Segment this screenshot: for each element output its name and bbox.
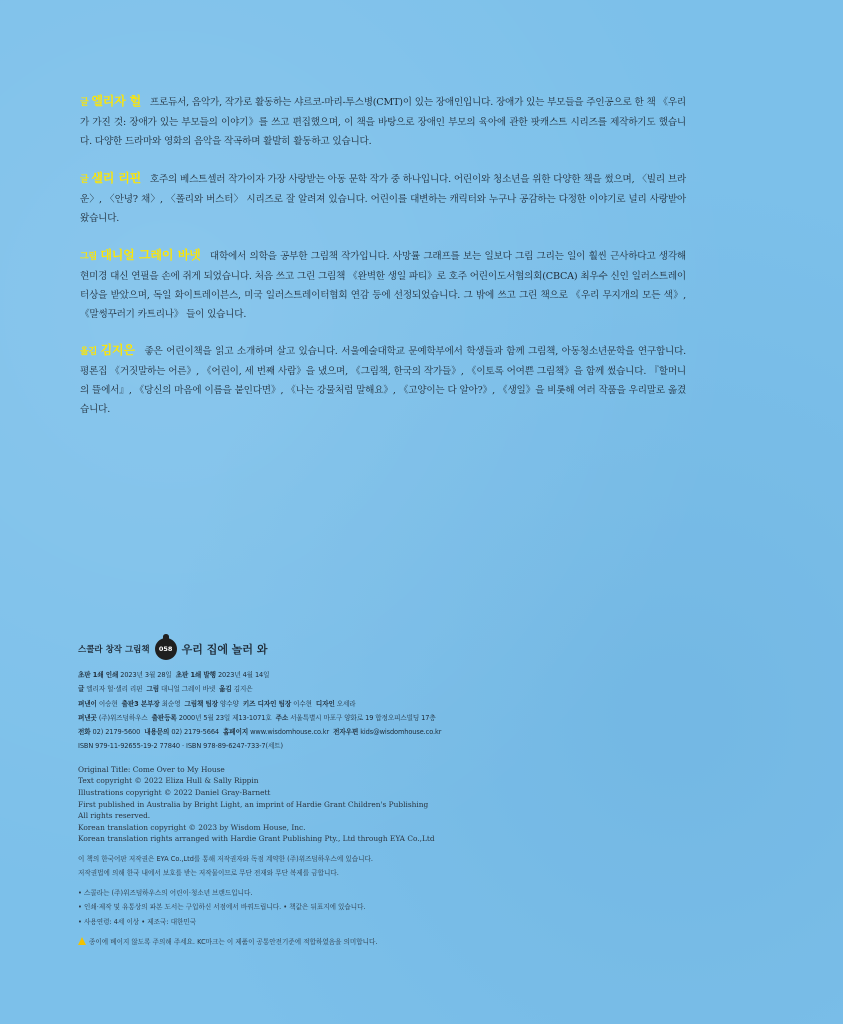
- rights-line: Original Title: Come Over to My House: [78, 764, 225, 774]
- bio-illustrator-daniel-gray-barnett: [80, 246, 686, 324]
- credit-item: [78, 742, 283, 750]
- credit-item: [243, 700, 312, 708]
- credit-key: 전자우편: [333, 728, 359, 737]
- rights-line: Text copyright © 2022 Eliza Hull & Sally Rippin: [78, 776, 259, 786]
- credit-key: 출판3 본부장: [121, 699, 160, 708]
- credits-row: [78, 682, 598, 696]
- credits-row: [78, 668, 598, 682]
- credit-key: 초판 1쇄 발행: [175, 671, 216, 679]
- notice-line: 이 책의 한국어판 저작권은 EYA Co.,Ltd를 통해 저작권자와 독점 계약한 (주)위즈덤하우스에 있습니다.: [78, 854, 373, 863]
- credit-key: 그림책 팀장: [184, 699, 219, 708]
- bio-role: 글: [80, 175, 89, 185]
- credit-key: 그림: [146, 685, 159, 694]
- bio-text: 대학에서 의학을 공부한 그림책 작가입니다. 사망률 그래프를 보는 일보다 그림 그리는 일이 훨씬 근사하다고 생각해 현미경 대신 연필을 손에 쥐게 되었습니다. 처음 쓰고 그린 그림책 《완벽한 생일 파티》로 호주 어린이도서협의회(CBCA) 최우수 신인 일러스트레이터상을 받았으며, 독일 화이트레이븐스, 미국 일러스트레이터협회 연감 등에 선정되었습니다. 그 밖에 쓰고 그린 책으로 《우리 무지개의 모든 색》, 《말썽꾸러기 카트리나》 들이 있습니다.: [80, 251, 686, 320]
- credit-value: www.wisdomhouse.co.kr: [250, 728, 330, 737]
- rights-line: Illustrations copyright © 2022 Daniel Gray-Barnett: [78, 787, 271, 797]
- bio-name: 엘리자 헐: [91, 94, 141, 108]
- credit-value: 02) 2179-5664: [171, 728, 220, 737]
- bio-role: 글: [80, 98, 89, 108]
- rights-line: First published in Australia by Bright Light, an imprint of Hardie Grant Children's Publishing: [78, 799, 429, 809]
- credit-key: 펴낸이: [78, 699, 97, 708]
- bio-text: 호주의 베스트셀러 작가이자 가장 사랑받는 아동 문학 작가 중 하나입니다. 어린이와 청소년을 위한 다양한 책을 썼으며, 〈빌리 브라운〉, 〈안녕? 채〉, 〈폴리와 버스터〉 시리즈로 잘 알려져 있습니다. 어린이를 대변하는 캐릭터와 누구나 공감하는 다정한 이야기로 널리 사랑받아 왔습니다.: [80, 174, 686, 224]
- credit-value: 이수현: [293, 699, 312, 708]
- note-line: • 스콜라는 (주)위즈덤하우스의 어린이·청소년 브랜드입니다.: [78, 889, 253, 898]
- credit-value: 최순영: [161, 699, 181, 708]
- credit-key: 내용문의: [144, 728, 170, 737]
- credits-row: [78, 739, 598, 753]
- credit-item: [78, 700, 118, 708]
- credits-row: [78, 711, 598, 725]
- credits-row: [78, 725, 598, 739]
- credit-key: 출판등록: [151, 713, 177, 722]
- apple-badge-icon: [155, 638, 177, 660]
- notes-block: [78, 886, 598, 929]
- credit-value: 김지은: [233, 685, 253, 694]
- credits-block: [78, 668, 598, 754]
- credit-value: 2023년 4월 14일: [217, 671, 270, 679]
- series-title-line: [78, 638, 598, 660]
- credit-item: [152, 714, 272, 722]
- bio-author-eliza-hull: [80, 92, 686, 151]
- credit-key: 디자인: [315, 699, 335, 708]
- note-line: • 사용연령: 4세 이상 • 제조국: 대한민국: [78, 917, 197, 926]
- credit-key: 홈페이지: [223, 728, 249, 737]
- credit-item: [144, 728, 219, 736]
- credit-value: 02) 2179-5600: [92, 728, 141, 737]
- credit-item: [78, 685, 142, 693]
- credit-item: [78, 671, 172, 679]
- rights-line: All rights reserved.: [78, 811, 151, 821]
- warning-triangle-icon: [78, 937, 86, 945]
- credit-item: [219, 685, 252, 693]
- credit-value: kids@wisdomhouse.co.kr: [360, 728, 442, 737]
- credit-item: [176, 671, 270, 679]
- rights-block: [78, 764, 598, 845]
- notice-line: 저작권법에 의해 한국 내에서 보호를 받는 저작물이므로 무단 전재와 무단 복제를 금합니다.: [78, 868, 339, 877]
- series-number: 058: [158, 645, 173, 653]
- warning-text: 종이에 베이지 않도록 주의해 주세요. KC마크는 이 제품이 공통안전기준에 적합하였음을 의미합니다.: [89, 938, 378, 947]
- credit-key: 글: [78, 685, 85, 694]
- safety-warning: [78, 935, 598, 949]
- credit-item: [184, 700, 238, 708]
- colophon: [78, 638, 598, 949]
- credit-item: [146, 685, 215, 693]
- series-name: 스콜라 창작 그림책: [78, 645, 150, 655]
- book-title: 우리 집에 놀러 와: [181, 643, 268, 656]
- credit-value: (주)위즈덤하우스: [98, 713, 148, 722]
- note-line: • 인쇄·제작 및 유통상의 파본 도서는 구입하신 서점에서 바꿔드립니다. • 책값은 뒤표지에 있습니다.: [78, 903, 366, 912]
- bio-text: 좋은 어린이책을 읽고 소개하며 살고 있습니다. 서울예술대학교 문예학부에서 학생들과 함께 그림책, 아동청소년문학을 연구합니다. 평론집 《거짓말하는 어른》, 《어린이, 세 번째 사람》을 냈으며, 《그림책, 한국의 작가들》, 《이토록 어여쁜 그림책》을 함께 썼습니다. 『할머니의 뜰에서』, 《당신의 마음에 이름을 붙인다면》, 《나는 강물처럼 말해요》, 《고양이는 다 알아?》, 《생일》을 비롯해 여러 작품을 우리말로 옮겼습니다.: [80, 346, 687, 415]
- credit-value: 대니얼 그레이 바넷: [160, 685, 216, 694]
- credit-item: [78, 728, 140, 736]
- credit-key: 주소: [275, 713, 289, 722]
- credit-item: [78, 714, 148, 722]
- credit-value: ISBN 979-11-92655-19-2 77840 · ISBN 978-89-6247-733-7(세트): [78, 742, 284, 751]
- credit-value: 2000년 5월 23일 제13-1071호: [178, 713, 272, 722]
- rights-line: Korean translation copyright © 2023 by Wisdom House, Inc.: [78, 822, 306, 832]
- credit-value: 이승현: [98, 699, 118, 708]
- bio-text: 프로듀서, 음악가, 작가로 활동하는 샤르코-마리-투스병(CMT)이 있는 장애인입니다. 장애가 있는 부모들을 주인공으로 한 책 《우리가 가진 것: 장애가 있는 부모들의 이야기》를 쓰고 편집했으며, 이 책을 바탕으로 장애인 부모의 육아에 관한 팟캐스트 시리즈를 제작하기도 했습니다. 다양한 드라마와 영화의 음악을 작곡하며 활발히 활동하고 있습니다.: [80, 97, 686, 147]
- credit-key: 옮김: [219, 685, 232, 694]
- credit-item: [223, 728, 329, 736]
- credit-value: 양수양: [220, 699, 239, 708]
- bio-author-sally-rippin: [80, 169, 686, 228]
- bio-name: 샐리 리핀: [91, 171, 142, 185]
- rights-line: Korean translation rights arranged with Hardie Grant Publishing Pty., Ltd through EYA Co.,Ltd: [78, 834, 435, 844]
- credits-row: [78, 697, 598, 711]
- credit-item: [333, 728, 441, 736]
- credit-item: [276, 714, 436, 722]
- credit-key: 키즈 디자인 팀장: [242, 699, 292, 708]
- credit-key: 펴낸곳: [78, 713, 97, 722]
- bio-role: 옮김: [80, 347, 97, 357]
- copyright-notice: [78, 853, 598, 880]
- credit-key: 전화: [78, 728, 91, 737]
- bio-name: 김지은: [100, 343, 135, 357]
- credit-value: 오세라: [336, 699, 356, 708]
- bio-translator-kim-jieun: [80, 341, 686, 419]
- bio-name: 대니얼 그레이 바넷: [100, 248, 201, 262]
- credit-item: [316, 700, 356, 708]
- credit-item: [122, 700, 181, 708]
- credit-value: 엘리자 헐·샐리 리핀: [86, 685, 143, 694]
- credit-value: 2023년 3월 28일: [120, 671, 172, 679]
- credit-value: 서울특별시 마포구 양화로 19 합정오피스빌딩 17층: [290, 713, 436, 722]
- bio-role: 그림: [80, 252, 97, 262]
- credit-key: 초판 1쇄 인쇄: [78, 671, 119, 679]
